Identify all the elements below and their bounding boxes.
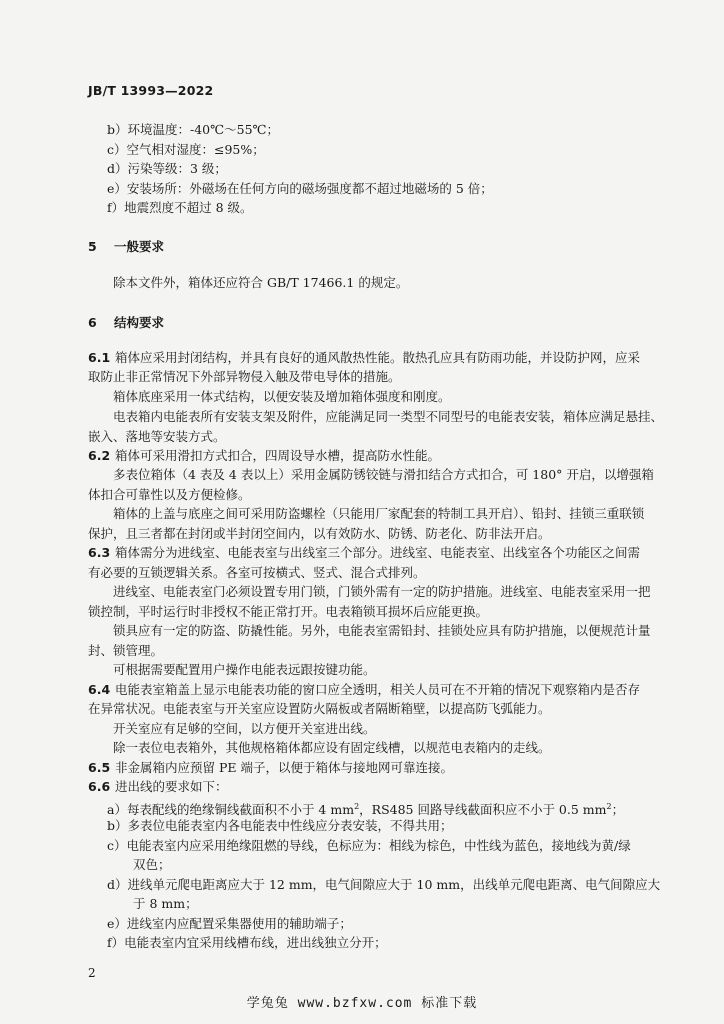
page-number: 2 xyxy=(88,966,96,980)
clause-number: 6.6 xyxy=(88,779,111,794)
section-heading xyxy=(88,313,164,331)
list-item: d）进线单元爬电距离应大于 12 mm，电气间隙应大于 10 mm，出线单元爬电距离、电气间隙应大 xyxy=(107,877,661,892)
list-item-text: ； xyxy=(611,802,625,818)
clause-text: 非金属箱内应预留 PE 端子，以便于箱体与接地网可靠连接。 xyxy=(115,760,453,775)
clause xyxy=(88,759,453,777)
list-item-continuation: 于 8 mm； xyxy=(133,896,198,911)
paragraph: 除一表位电表箱外，其他规格箱体都应设有固定线槽，以规范电表箱内的走线。 xyxy=(113,740,551,755)
list-item xyxy=(107,798,624,819)
clause-number: 6.4 xyxy=(88,682,111,697)
paragraph: 箱体的上盖与底座之间可采用防盗螺栓（只能用厂家配套的特制工具开启）、铅封、挂锁三重联锁 xyxy=(113,506,645,521)
list-item: b）环境温度：-40℃～55℃； xyxy=(107,122,280,137)
list-item: b）多表位电能表室内各电能表中性线应分表安装，不得共用； xyxy=(107,818,453,833)
clause-text: 电能表室箱盖上显示电能表功能的窗口应全透明，相关人员可在不开箱的情况下观察箱内是否存 xyxy=(115,682,641,697)
clause-text: 箱体可采用滑扣方式扣合，四周设导水槽，提高防水性能。 xyxy=(115,448,441,463)
paragraph: 箱体底座采用一体式结构，以便安装及增加箱体强度和刚度。 xyxy=(113,389,451,404)
list-item: e）安装场所：外磁场在任何方向的磁场强度都不超过地磁场的 5 倍； xyxy=(107,181,493,196)
paragraph: 锁具应有一定的防盗、防撬性能。另外，电能表室需铅封、挂锁处应具有防护措施，以便规范计量 xyxy=(113,623,651,638)
list-item: c）电能表室内应采用绝缘阻燃的导线，色标应为：相线为棕色，中性线为蓝色，接地线为黄/绿 xyxy=(107,838,631,853)
clause-number: 6.3 xyxy=(88,545,111,560)
clause-text: 箱体应采用封闭结构，并具有良好的通风散热性能。散热孔应具有防雨功能，并设防护网，应采 xyxy=(115,350,641,365)
list-item: d）污染等级：3 级； xyxy=(107,161,227,176)
clause xyxy=(88,778,228,796)
clause-number: 6.1 xyxy=(88,350,111,365)
paragraph-continuation: 封、锁管理。 xyxy=(88,643,164,658)
paragraph: 开关室应有足够的空间，以方便开关室进出线。 xyxy=(113,721,376,736)
list-item: e）进线室内应配置采集器使用的辅助端子； xyxy=(107,916,352,931)
clause xyxy=(88,349,640,367)
watermark-footer: 学兔兔 www.bzfxw.com 标准下载 xyxy=(246,996,478,1011)
superscript: 2 xyxy=(606,802,612,811)
clause-number: 6.5 xyxy=(88,760,111,775)
clause-continuation: 在异常状况。电能表室与开关室应设置防火隔板或者隔断箱壁，以提高防飞弧能力。 xyxy=(88,701,551,716)
clause-text: 箱体需分为进线室、电能表室与出线室三个部分。进线室、电能表室、出线室各个功能区之间需 xyxy=(115,545,641,560)
paragraph: 除本文件外，箱体还应符合 GB/T 17466.1 的规定。 xyxy=(113,275,409,290)
section-title: 一般要求 xyxy=(114,239,165,254)
paragraph-continuation: 保护，且三者都在封闭或半封闭空间内，以有效防水、防锈、防老化、防非法开启。 xyxy=(88,526,551,541)
clause xyxy=(88,681,640,699)
superscript: 2 xyxy=(354,802,360,811)
paragraph-continuation: 嵌入、落地等安装方式。 xyxy=(88,429,226,444)
list-item: f）地震烈度不超过 8 级。 xyxy=(107,200,253,215)
section-number: 5 xyxy=(88,239,97,254)
list-item: c）空气相对湿度：≤95%； xyxy=(107,142,265,157)
paragraph: 可根据需要配置用户操作电能表远跟按键功能。 xyxy=(113,662,376,677)
list-item-text: ，RS485 回路导线截面积应不小于 0.5 mm xyxy=(359,802,607,818)
clause-text: 进出线的要求如下： xyxy=(115,779,228,794)
clause xyxy=(88,447,440,465)
paragraph: 多表位箱体（4 表及 4 表以上）采用金属防锈铰链与滑扣结合方式扣合，可 180° 开启，以增强箱 xyxy=(113,467,654,482)
clause-number: 6.2 xyxy=(88,448,111,463)
list-item-continuation: 双色； xyxy=(133,857,171,872)
paragraph: 进线室、电能表室门必须设置专用门锁，门锁外需有一定的防护措施。进线室、电能表室采用一把 xyxy=(113,584,651,599)
list-item: f）电能表室内宜采用线槽布线，进出线独立分开； xyxy=(107,935,387,950)
clause-continuation: 取防止非正常情况下外部异物侵入触及带电导体的措施。 xyxy=(88,369,401,384)
paragraph-continuation: 锁控制，平时运行时非授权不能正常打开。电表箱锁耳损坏后应能更换。 xyxy=(88,604,489,619)
list-item-text: a）每表配线的绝缘铜线截面积不小于 4 mm xyxy=(107,802,355,818)
paragraph: 电表箱内电能表所有安装支架及附件，应能满足同一类型不同型号的电能表安装，箱体应满足悬挂、 xyxy=(113,409,664,424)
clause-continuation: 有必要的互锁逻辑关系。各室可按横式、竖式、混合式排列。 xyxy=(88,565,426,580)
clause xyxy=(88,544,640,562)
standard-number-header: JB/T 13993—2022 xyxy=(88,83,214,98)
section-number: 6 xyxy=(88,315,97,330)
section-title: 结构要求 xyxy=(114,315,165,330)
section-heading xyxy=(88,237,164,255)
paragraph-continuation: 体扣合可靠性以及方便检修。 xyxy=(88,487,251,502)
